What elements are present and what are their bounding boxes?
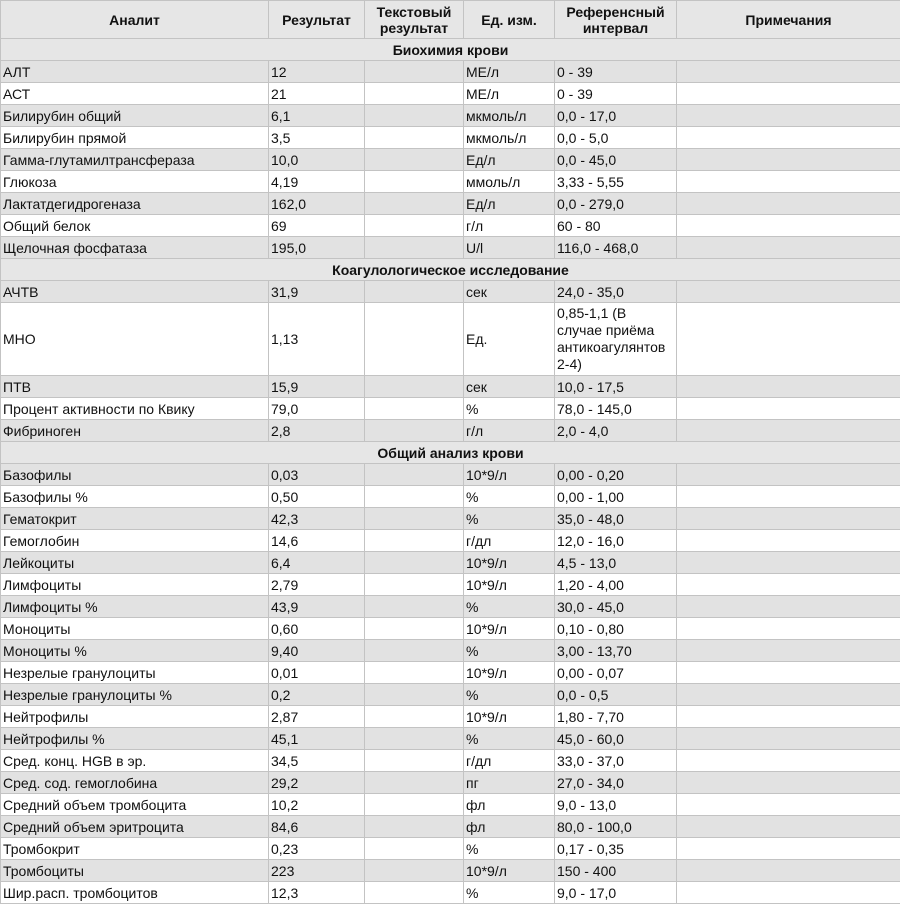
text-result-cell xyxy=(365,83,464,105)
unit-cell: МЕ/л xyxy=(464,61,555,83)
reference-interval-cell: 27,0 - 34,0 xyxy=(555,772,677,794)
text-result-cell xyxy=(365,530,464,552)
notes-cell xyxy=(677,105,900,127)
unit-cell: мкмоль/л xyxy=(464,127,555,149)
result-cell: 0,2 xyxy=(269,684,365,706)
table-row xyxy=(1,530,900,552)
table-row xyxy=(1,303,900,376)
reference-interval-cell: 12,0 - 16,0 xyxy=(555,530,677,552)
table-row xyxy=(1,728,900,750)
reference-interval-cell: 80,0 - 100,0 xyxy=(555,816,677,838)
result-cell: 15,9 xyxy=(269,376,365,398)
text-result-cell xyxy=(365,127,464,149)
text-result-cell xyxy=(365,215,464,237)
text-result-cell xyxy=(365,772,464,794)
text-result-cell xyxy=(365,398,464,420)
reference-interval-cell: 0,10 - 0,80 xyxy=(555,618,677,640)
unit-cell: % xyxy=(464,508,555,530)
notes-cell xyxy=(677,486,900,508)
column-header-text-result[interactable]: Текстовый результат xyxy=(365,1,464,39)
table-row xyxy=(1,215,900,237)
unit-cell: МЕ/л xyxy=(464,83,555,105)
table-row xyxy=(1,61,900,83)
unit-cell: ммоль/л xyxy=(464,171,555,193)
notes-cell xyxy=(677,640,900,662)
reference-interval-cell: 0,00 - 0,07 xyxy=(555,662,677,684)
section-title: Биохимия крови xyxy=(1,39,900,61)
unit-cell: г/дл xyxy=(464,530,555,552)
analyte-cell: Лимфоциты xyxy=(1,574,269,596)
result-cell: 2,87 xyxy=(269,706,365,728)
section-header-row xyxy=(1,259,900,281)
notes-cell xyxy=(677,398,900,420)
reference-interval-cell: 60 - 80 xyxy=(555,215,677,237)
analyte-cell: ПТВ xyxy=(1,376,269,398)
result-cell: 29,2 xyxy=(269,772,365,794)
text-result-cell xyxy=(365,61,464,83)
reference-interval-cell: 0 - 39 xyxy=(555,61,677,83)
unit-cell: % xyxy=(464,640,555,662)
reference-interval-cell: 150 - 400 xyxy=(555,860,677,882)
unit-cell: Ед. xyxy=(464,303,555,376)
text-result-cell xyxy=(365,464,464,486)
unit-cell: U/l xyxy=(464,237,555,259)
section-title: Коагулологическое исследование xyxy=(1,259,900,281)
result-cell: 69 xyxy=(269,215,365,237)
reference-interval-cell: 3,33 - 5,55 xyxy=(555,171,677,193)
result-cell: 6,1 xyxy=(269,105,365,127)
notes-cell xyxy=(677,882,900,904)
text-result-cell xyxy=(365,281,464,303)
result-cell: 6,4 xyxy=(269,552,365,574)
header-row xyxy=(1,1,900,39)
result-cell: 79,0 xyxy=(269,398,365,420)
unit-cell: сек xyxy=(464,281,555,303)
analyte-cell: Тромбоциты xyxy=(1,860,269,882)
analyte-cell: Лимфоциты % xyxy=(1,596,269,618)
reference-interval-cell: 0,0 - 17,0 xyxy=(555,105,677,127)
reference-interval-cell: 0,85-1,1 (В случае приёма антикоагулянтов 2-4) xyxy=(555,303,677,376)
result-cell: 84,6 xyxy=(269,816,365,838)
analyte-cell: Глюкоза xyxy=(1,171,269,193)
text-result-cell xyxy=(365,728,464,750)
notes-cell xyxy=(677,303,900,376)
table-row xyxy=(1,706,900,728)
reference-interval-cell: 0,00 - 1,00 xyxy=(555,486,677,508)
table-row xyxy=(1,420,900,442)
column-header-result[interactable]: Результат xyxy=(269,1,365,39)
table-row xyxy=(1,816,900,838)
notes-cell xyxy=(677,508,900,530)
unit-cell: 10*9/л xyxy=(464,662,555,684)
result-cell: 4,19 xyxy=(269,171,365,193)
analyte-cell: Щелочная фосфатаза xyxy=(1,237,269,259)
reference-interval-cell: 0,0 - 45,0 xyxy=(555,149,677,171)
result-cell: 3,5 xyxy=(269,127,365,149)
notes-cell xyxy=(677,215,900,237)
analyte-cell: Гемоглобин xyxy=(1,530,269,552)
unit-cell: % xyxy=(464,398,555,420)
result-cell: 31,9 xyxy=(269,281,365,303)
analyte-cell: Общий белок xyxy=(1,215,269,237)
unit-cell: % xyxy=(464,684,555,706)
reference-interval-cell: 0,0 - 0,5 xyxy=(555,684,677,706)
notes-cell xyxy=(677,281,900,303)
notes-cell xyxy=(677,728,900,750)
result-cell: 195,0 xyxy=(269,237,365,259)
analyte-cell: Процент активности по Квику xyxy=(1,398,269,420)
table-row xyxy=(1,486,900,508)
analyte-cell: Лактатдегидрогеназа xyxy=(1,193,269,215)
table-row xyxy=(1,618,900,640)
analyte-cell: Средний объем тромбоцита xyxy=(1,794,269,816)
result-cell: 10,0 xyxy=(269,149,365,171)
text-result-cell xyxy=(365,508,464,530)
table-row xyxy=(1,552,900,574)
unit-cell: 10*9/л xyxy=(464,618,555,640)
section-title: Общий анализ крови xyxy=(1,442,900,464)
result-cell: 14,6 xyxy=(269,530,365,552)
analyte-cell: Гематокрит xyxy=(1,508,269,530)
text-result-cell xyxy=(365,303,464,376)
table-row xyxy=(1,662,900,684)
text-result-cell xyxy=(365,552,464,574)
notes-cell xyxy=(677,838,900,860)
result-cell: 0,23 xyxy=(269,838,365,860)
reference-interval-cell: 0 - 39 xyxy=(555,83,677,105)
reference-interval-cell: 0,0 - 279,0 xyxy=(555,193,677,215)
table-row xyxy=(1,171,900,193)
result-cell: 162,0 xyxy=(269,193,365,215)
reference-interval-cell: 78,0 - 145,0 xyxy=(555,398,677,420)
reference-interval-cell: 2,0 - 4,0 xyxy=(555,420,677,442)
analyte-cell: Базофилы xyxy=(1,464,269,486)
table-row xyxy=(1,83,900,105)
table-row xyxy=(1,105,900,127)
analyte-cell: Билирубин прямой xyxy=(1,127,269,149)
table-row xyxy=(1,574,900,596)
analyte-cell: Билирубин общий xyxy=(1,105,269,127)
reference-interval-cell: 4,5 - 13,0 xyxy=(555,552,677,574)
table-row xyxy=(1,596,900,618)
table-row xyxy=(1,237,900,259)
result-cell: 0,50 xyxy=(269,486,365,508)
text-result-cell xyxy=(365,684,464,706)
table-row xyxy=(1,684,900,706)
result-cell: 12,3 xyxy=(269,882,365,904)
notes-cell xyxy=(677,149,900,171)
table-row xyxy=(1,398,900,420)
notes-cell xyxy=(677,464,900,486)
result-cell: 21 xyxy=(269,83,365,105)
text-result-cell xyxy=(365,794,464,816)
text-result-cell xyxy=(365,486,464,508)
notes-cell xyxy=(677,193,900,215)
section-header-row xyxy=(1,442,900,464)
analyte-cell: МНО xyxy=(1,303,269,376)
column-header-reference-interval[interactable]: Референсный интервал xyxy=(555,1,677,39)
notes-cell xyxy=(677,816,900,838)
analyte-cell: Гамма-глутамилтрансфераза xyxy=(1,149,269,171)
table-row xyxy=(1,464,900,486)
reference-interval-cell: 30,0 - 45,0 xyxy=(555,596,677,618)
unit-cell: сек xyxy=(464,376,555,398)
unit-cell: г/дл xyxy=(464,750,555,772)
text-result-cell xyxy=(365,193,464,215)
column-header-analyte[interactable]: Аналит xyxy=(1,1,269,39)
table-row xyxy=(1,508,900,530)
unit-cell: % xyxy=(464,838,555,860)
result-cell: 10,2 xyxy=(269,794,365,816)
analyte-cell: Фибриноген xyxy=(1,420,269,442)
table-row xyxy=(1,127,900,149)
notes-cell xyxy=(677,171,900,193)
unit-cell: фл xyxy=(464,794,555,816)
result-cell: 9,40 xyxy=(269,640,365,662)
reference-interval-cell: 1,80 - 7,70 xyxy=(555,706,677,728)
notes-cell xyxy=(677,237,900,259)
text-result-cell xyxy=(365,574,464,596)
notes-cell xyxy=(677,574,900,596)
table-body xyxy=(1,39,900,904)
reference-interval-cell: 9,0 - 17,0 xyxy=(555,882,677,904)
analyte-cell: АСТ xyxy=(1,83,269,105)
notes-cell xyxy=(677,860,900,882)
notes-cell xyxy=(677,596,900,618)
reference-interval-cell: 9,0 - 13,0 xyxy=(555,794,677,816)
text-result-cell xyxy=(365,838,464,860)
text-result-cell xyxy=(365,706,464,728)
analyte-cell: Моноциты % xyxy=(1,640,269,662)
table-row xyxy=(1,794,900,816)
text-result-cell xyxy=(365,662,464,684)
notes-cell xyxy=(677,750,900,772)
text-result-cell xyxy=(365,882,464,904)
analyte-cell: Моноциты xyxy=(1,618,269,640)
column-header-unit[interactable]: Ед. изм. xyxy=(464,1,555,39)
text-result-cell xyxy=(365,750,464,772)
table-row xyxy=(1,281,900,303)
analyte-cell: Лейкоциты xyxy=(1,552,269,574)
result-cell: 2,79 xyxy=(269,574,365,596)
unit-cell: % xyxy=(464,596,555,618)
result-cell: 0,03 xyxy=(269,464,365,486)
analyte-cell: Нейтрофилы % xyxy=(1,728,269,750)
text-result-cell xyxy=(365,596,464,618)
text-result-cell xyxy=(365,860,464,882)
result-cell: 0,60 xyxy=(269,618,365,640)
analyte-cell: Базофилы % xyxy=(1,486,269,508)
notes-cell xyxy=(677,772,900,794)
table-row xyxy=(1,149,900,171)
result-cell: 1,13 xyxy=(269,303,365,376)
unit-cell: пг xyxy=(464,772,555,794)
unit-cell: 10*9/л xyxy=(464,464,555,486)
table-row xyxy=(1,750,900,772)
table-row xyxy=(1,838,900,860)
text-result-cell xyxy=(365,237,464,259)
unit-cell: г/л xyxy=(464,215,555,237)
table-row xyxy=(1,376,900,398)
unit-cell: Ед/л xyxy=(464,193,555,215)
unit-cell: % xyxy=(464,882,555,904)
result-cell: 42,3 xyxy=(269,508,365,530)
text-result-cell xyxy=(365,149,464,171)
text-result-cell xyxy=(365,105,464,127)
analyte-cell: АЛТ xyxy=(1,61,269,83)
column-header-notes[interactable]: Примечания xyxy=(677,1,900,39)
result-cell: 223 xyxy=(269,860,365,882)
analyte-cell: Средний объем эритроцита xyxy=(1,816,269,838)
analyte-cell: Сред. сод. гемоглобина xyxy=(1,772,269,794)
analyte-cell: Тромбокрит xyxy=(1,838,269,860)
section-header-row xyxy=(1,39,900,61)
notes-cell xyxy=(677,662,900,684)
analyte-cell: Шир.расп. тромбоцитов xyxy=(1,882,269,904)
reference-interval-cell: 3,00 - 13,70 xyxy=(555,640,677,662)
analyte-cell: Сред. конц. HGB в эр. xyxy=(1,750,269,772)
notes-cell xyxy=(677,61,900,83)
table-row xyxy=(1,640,900,662)
analyte-cell: Нейтрофилы xyxy=(1,706,269,728)
unit-cell: 10*9/л xyxy=(464,860,555,882)
notes-cell xyxy=(677,684,900,706)
table-row xyxy=(1,860,900,882)
analyte-cell: Незрелые гранулоциты xyxy=(1,662,269,684)
notes-cell xyxy=(677,376,900,398)
reference-interval-cell: 0,17 - 0,35 xyxy=(555,838,677,860)
result-cell: 12 xyxy=(269,61,365,83)
analyte-cell: Незрелые гранулоциты % xyxy=(1,684,269,706)
reference-interval-cell: 1,20 - 4,00 xyxy=(555,574,677,596)
reference-interval-cell: 0,0 - 5,0 xyxy=(555,127,677,149)
reference-interval-cell: 0,00 - 0,20 xyxy=(555,464,677,486)
result-cell: 43,9 xyxy=(269,596,365,618)
notes-cell xyxy=(677,552,900,574)
result-cell: 45,1 xyxy=(269,728,365,750)
unit-cell: мкмоль/л xyxy=(464,105,555,127)
notes-cell xyxy=(677,618,900,640)
unit-cell: % xyxy=(464,486,555,508)
text-result-cell xyxy=(365,816,464,838)
notes-cell xyxy=(677,420,900,442)
unit-cell: 10*9/л xyxy=(464,552,555,574)
text-result-cell xyxy=(365,618,464,640)
result-cell: 0,01 xyxy=(269,662,365,684)
notes-cell xyxy=(677,794,900,816)
reference-interval-cell: 45,0 - 60,0 xyxy=(555,728,677,750)
reference-interval-cell: 116,0 - 468,0 xyxy=(555,237,677,259)
reference-interval-cell: 10,0 - 17,5 xyxy=(555,376,677,398)
notes-cell xyxy=(677,127,900,149)
reference-interval-cell: 24,0 - 35,0 xyxy=(555,281,677,303)
unit-cell: Ед/л xyxy=(464,149,555,171)
text-result-cell xyxy=(365,420,464,442)
result-cell: 2,8 xyxy=(269,420,365,442)
unit-cell: % xyxy=(464,728,555,750)
analyte-cell: АЧТВ xyxy=(1,281,269,303)
reference-interval-cell: 35,0 - 48,0 xyxy=(555,508,677,530)
unit-cell: 10*9/л xyxy=(464,574,555,596)
notes-cell xyxy=(677,83,900,105)
result-cell: 34,5 xyxy=(269,750,365,772)
text-result-cell xyxy=(365,640,464,662)
unit-cell: фл xyxy=(464,816,555,838)
notes-cell xyxy=(677,706,900,728)
table-row xyxy=(1,193,900,215)
text-result-cell xyxy=(365,171,464,193)
notes-cell xyxy=(677,530,900,552)
text-result-cell xyxy=(365,376,464,398)
reference-interval-cell: 33,0 - 37,0 xyxy=(555,750,677,772)
unit-cell: г/л xyxy=(464,420,555,442)
unit-cell: 10*9/л xyxy=(464,706,555,728)
table-row xyxy=(1,772,900,794)
table-row xyxy=(1,882,900,904)
